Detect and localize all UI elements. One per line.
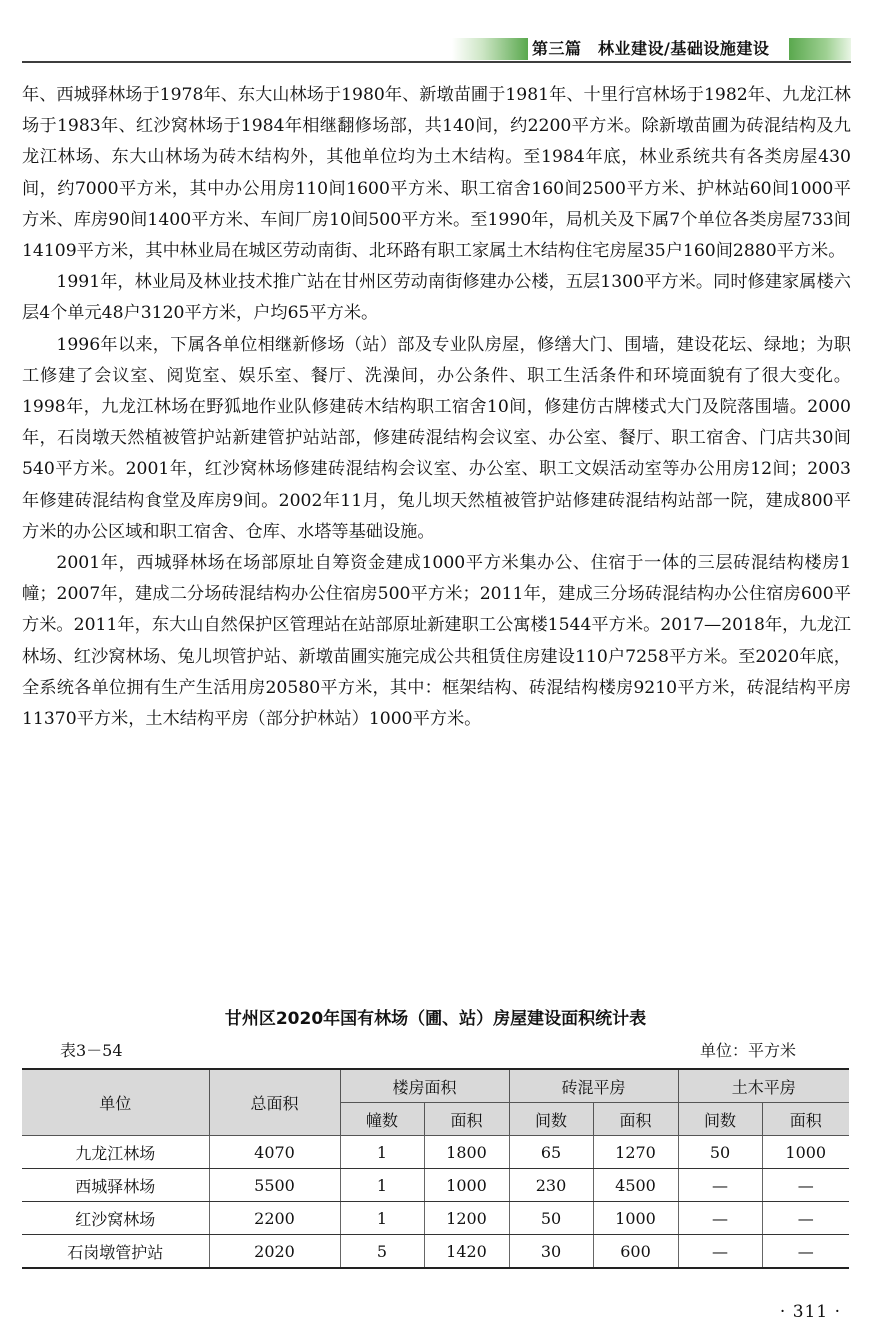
cell-total: 5500 <box>209 1169 340 1202</box>
table-row <box>22 1169 849 1202</box>
cell-building-count: 1 <box>340 1202 424 1235</box>
table-row <box>22 1202 849 1235</box>
cell-earth-area: — <box>762 1235 849 1269</box>
cell-total: 2200 <box>209 1202 340 1235</box>
cell-brick-area: 1270 <box>593 1136 678 1169</box>
cell-earth-rooms: — <box>678 1235 762 1269</box>
table-header <box>22 1069 849 1136</box>
cell-brick-area: 1000 <box>593 1202 678 1235</box>
cell-total: 2020 <box>209 1235 340 1269</box>
cell-earth-area: — <box>762 1169 849 1202</box>
header-brick-bungalow: 砖混平房 <box>509 1069 678 1103</box>
cell-unit: 石岗墩管护站 <box>22 1235 209 1269</box>
cell-building-area: 1420 <box>424 1235 509 1269</box>
header-building-area: 楼房面积 <box>340 1069 509 1103</box>
cell-unit: 西城驿林场 <box>22 1169 209 1202</box>
cell-unit: 红沙窝林场 <box>22 1202 209 1235</box>
cell-brick-area: 4500 <box>593 1169 678 1202</box>
cell-earth-rooms: 50 <box>678 1136 762 1169</box>
table-row <box>22 1136 849 1169</box>
table-row <box>22 1235 849 1269</box>
page-header <box>22 38 851 64</box>
cell-building-count: 1 <box>340 1136 424 1169</box>
cell-building-area: 1800 <box>424 1136 509 1169</box>
header-building-area-value: 面积 <box>424 1103 509 1136</box>
header-earth-area: 面积 <box>762 1103 849 1136</box>
header-total: 总面积 <box>209 1069 340 1136</box>
housing-area-table <box>22 1068 849 1269</box>
table-number: 表3－54 <box>60 1041 123 1060</box>
table-body <box>22 1136 849 1269</box>
paragraph-4: 2001年，西城驿林场在场部原址自筹资金建成1000平方米集办公、住宿于一体的三层砖混结构楼房1幢；2007年，建成二分场砖混结构办公住宿房500平方米；2011年，建成三分场砖混结构办公住宿房600平方米。2011年，东大山自然保护区管理站在站部原址新建职工公寓楼1544平方米。2017—2018年，九龙江林场、红沙窝林场、兔儿坝管护站、新墩苗圃实施完成公共租赁住房建设110户7258平方米。至2020年底，全系统各单位拥有生产生活用房20580平方米，其中：框架结构、砖混结构楼房9210平方米，砖混结构平房11370平方米，土木结构平房（部分护林站）1000平方米。 <box>22 553 851 730</box>
header-decor-left <box>452 38 528 60</box>
header-earth-bungalow: 土木平房 <box>678 1069 849 1103</box>
cell-earth-area: 1000 <box>762 1136 849 1169</box>
header-earth-rooms: 间数 <box>678 1103 762 1136</box>
paragraph-1: 年、西城驿林场于1978年、东大山林场于1980年、新墩苗圃于1981年、十里行宫林场于1982年、九龙江林场于1983年、红沙窝林场于1984年相继翻修场部，共140间，约2200平方米。除新墩苗圃为砖混结构及九龙江林场、东大山林场为砖木结构外，其他单位均为土木结构。至1984年底，林业系统共有各类房屋430间，约7000平方米，其中办公用房110间1600平方米、职工宿舍160间2500平方米、护林站60间1000平方米、库房90间1400平方米、车间厂房10间500平方米。至1990年，局机关及下属7个单位各类房屋733间14109平方米，其中林业局在城区劳动南街、北环路有职工家属土木结构住宅房屋35户160间2880平方米。 <box>22 85 851 262</box>
paragraph-2: 1991年，林业局及林业技术推广站在甘州区劳动南街修建办公楼，五层1300平方米。同时修建家属楼六层4个单元48户3120平方米，户均65平方米。 <box>22 272 851 324</box>
header-rule <box>22 61 851 63</box>
cell-building-count: 1 <box>340 1169 424 1202</box>
header-brick-rooms: 间数 <box>509 1103 593 1136</box>
body-text <box>22 80 851 735</box>
header-decor-right <box>789 38 851 60</box>
cell-brick-rooms: 30 <box>509 1235 593 1269</box>
cell-building-area: 1000 <box>424 1169 509 1202</box>
header-brick-area: 面积 <box>593 1103 678 1136</box>
cell-total: 4070 <box>209 1136 340 1169</box>
cell-unit: 九龙江林场 <box>22 1136 209 1169</box>
header-unit: 单位 <box>22 1069 209 1136</box>
paragraph-3: 1996年以来，下属各单位相继新修场（站）部及专业队房屋，修缮大门、围墙，建设花坛、绿地；为职工修建了会议室、阅览室、娱乐室、餐厅、洗澡间，办公条件、职工生活条件和环境面貌有了很大变化。1998年，九龙江林场在野狐地作业队修建砖木结构职工宿舍10间，修建仿古牌楼式大门及院落围墙。2000年，石岗墩天然植被管护站新建管护站站部，修建砖混结构会议室、办公室、餐厅、职工宿舍、门店共30间540平方米。2001年，红沙窝林场修建砖混结构会议室、办公室、职工文娱活动室等办公用房12间；2003年修建砖混结构食堂及库房9间。2002年11月，兔儿坝天然植被管护站修建砖混结构站部一院，建成800平方米的办公区域和职工宿舍、仓库、水塔等基础设施。 <box>22 334 851 542</box>
cell-brick-area: 600 <box>593 1235 678 1269</box>
header-building-count: 幢数 <box>340 1103 424 1136</box>
cell-building-count: 5 <box>340 1235 424 1269</box>
header-title: 第三篇 林业建设/基础设施建设 <box>532 39 770 58</box>
table-title: 甘州区2020年国有林场（圃、站）房屋建设面积统计表 <box>224 1009 647 1029</box>
cell-brick-rooms: 230 <box>509 1169 593 1202</box>
cell-brick-rooms: 65 <box>509 1136 593 1169</box>
table-unit: 单位：平方米 <box>700 1041 797 1060</box>
cell-earth-rooms: — <box>678 1169 762 1202</box>
page-number: · 311 · <box>779 1302 841 1322</box>
cell-building-area: 1200 <box>424 1202 509 1235</box>
cell-brick-rooms: 50 <box>509 1202 593 1235</box>
cell-earth-area: — <box>762 1202 849 1235</box>
cell-earth-rooms: — <box>678 1202 762 1235</box>
